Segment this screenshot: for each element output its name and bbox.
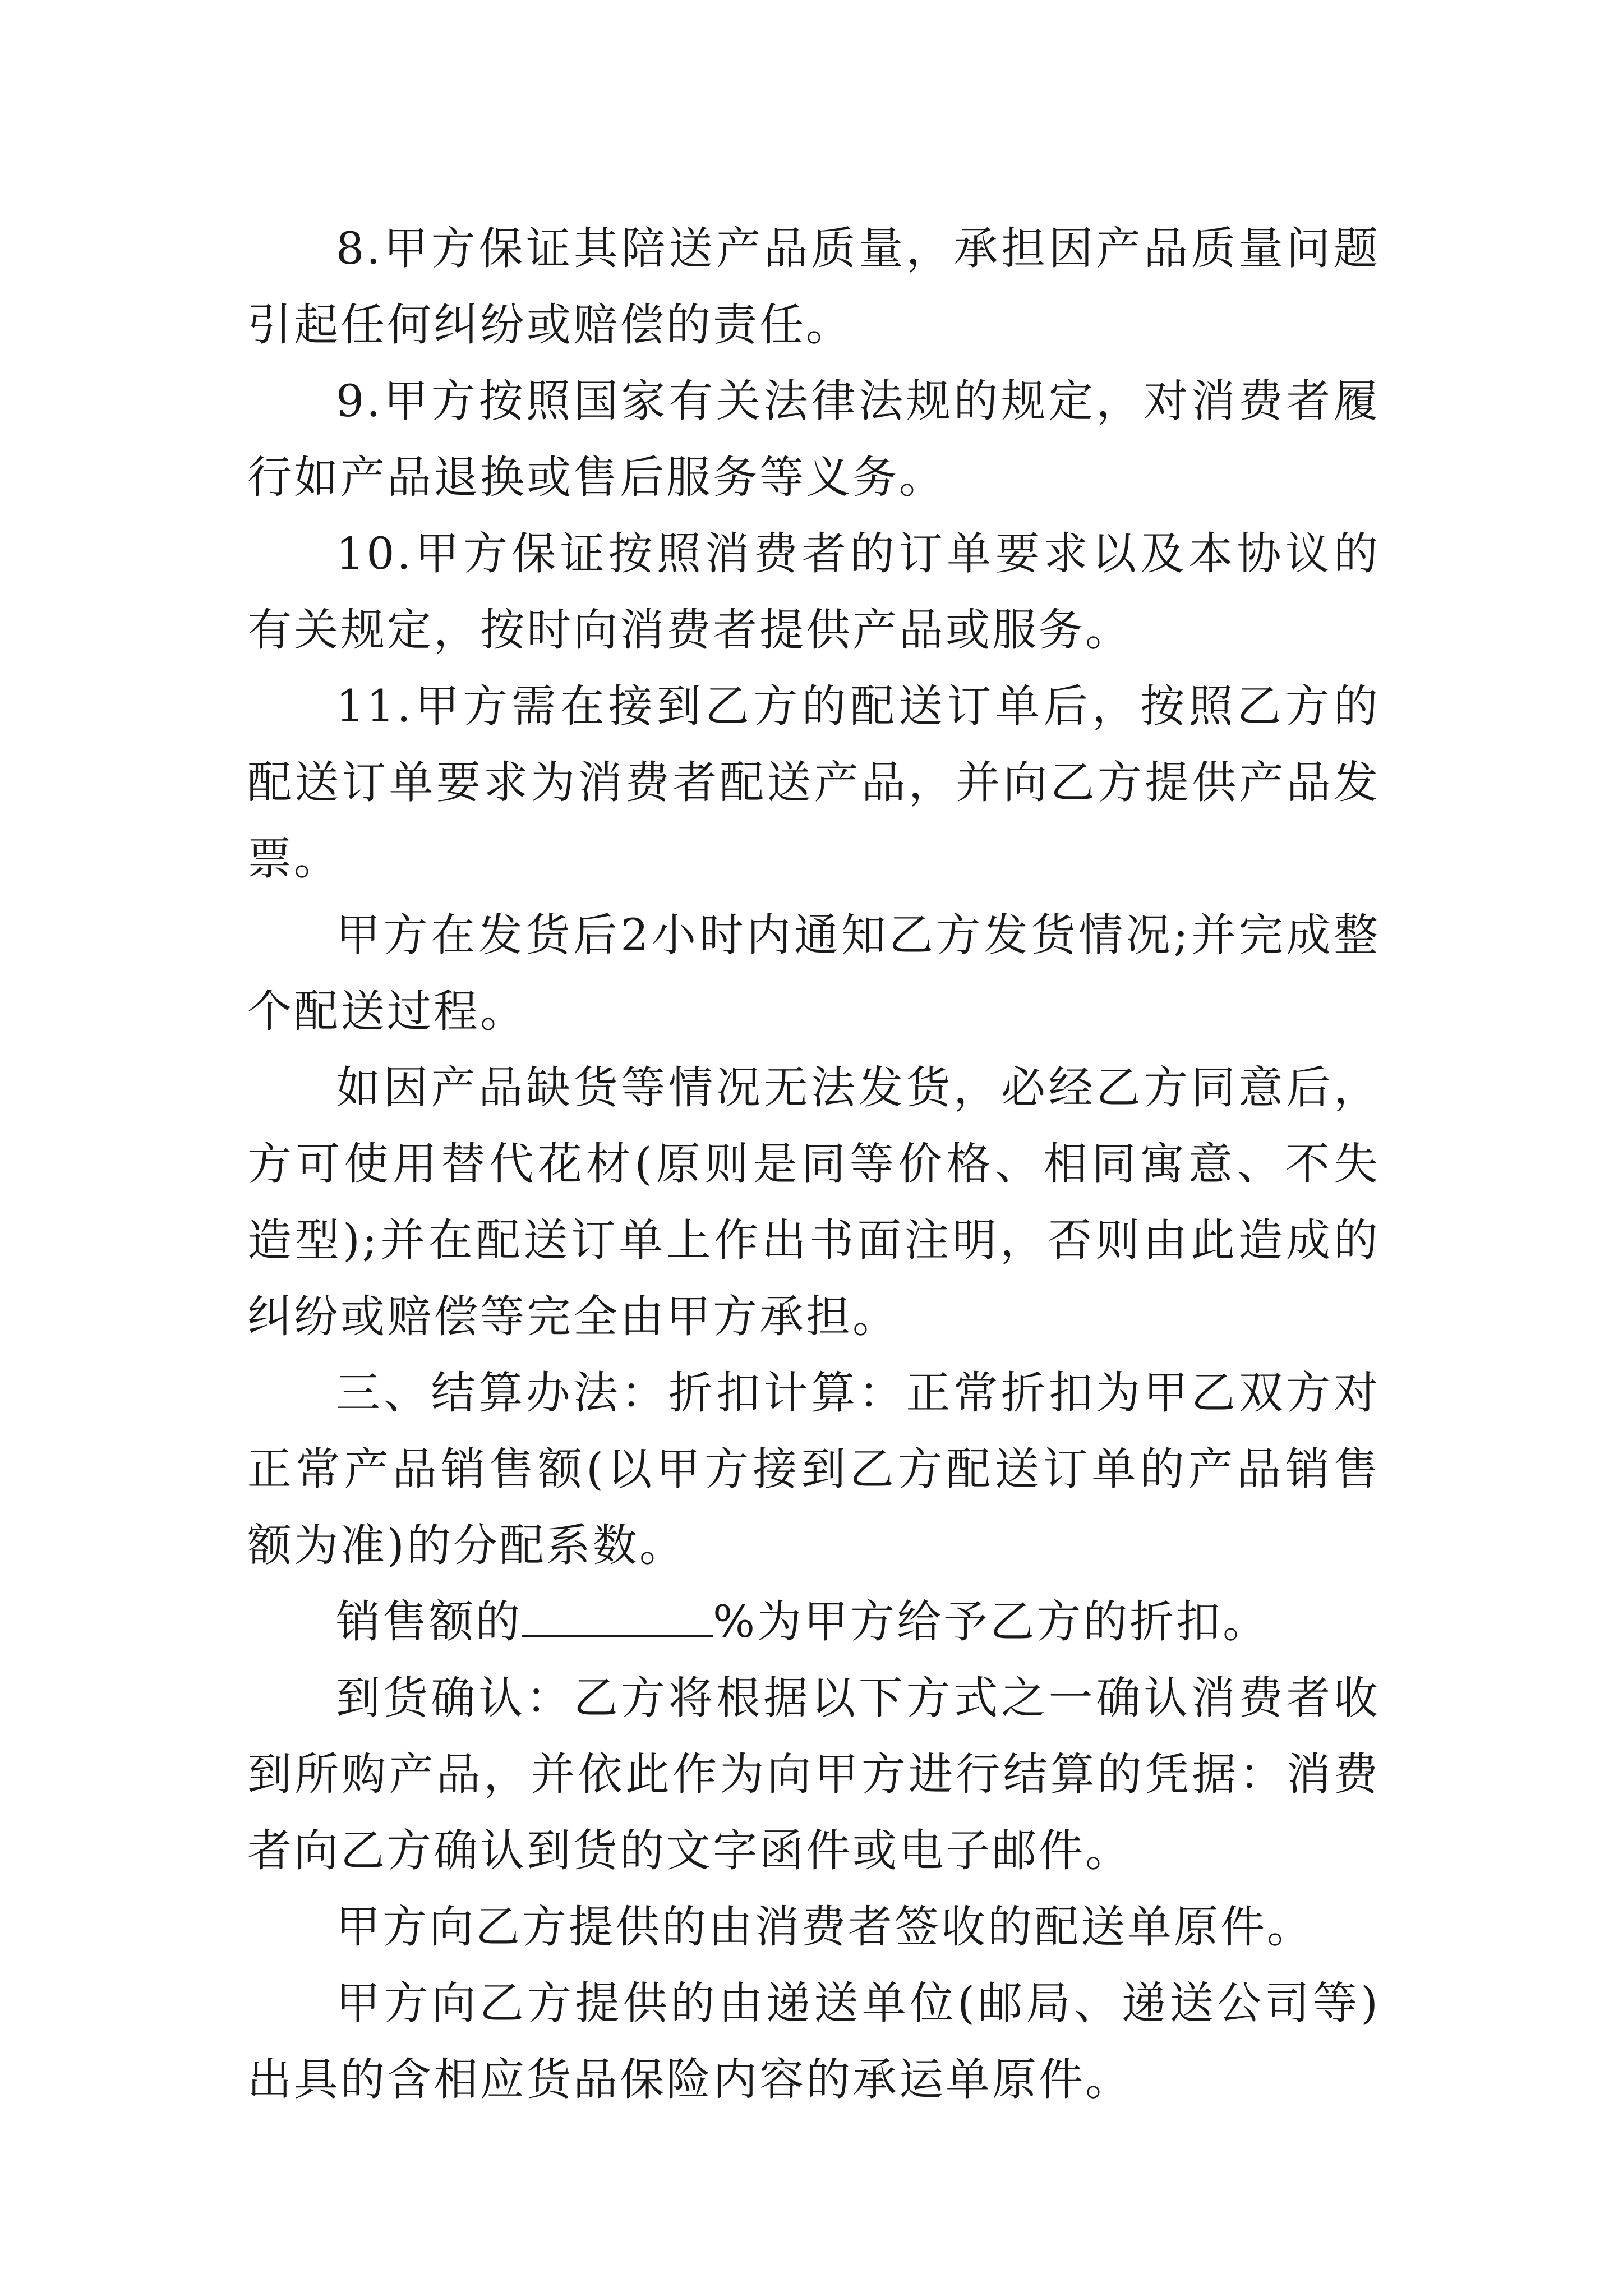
substitution-paragraph: 如因产品缺货等情况无法发货，必经乙方同意后，方可使用替代花材(原则是同等价格、相同寓意、不失造型);并在配送订单上作出书面注明，否则由此造成的纠纷或赔偿等完全由甲方承担。	[247, 1062, 1380, 1342]
discount-line-prefix: 销售额的	[336, 1596, 522, 1648]
discount-blank-field	[522, 1596, 713, 1637]
clause-11: 11.甲方需在接到乙方的配送订单后，按照乙方的配送订单要求为消费者配送产品，并向乙方提供产品发票。	[247, 680, 1380, 885]
clause-10: 10.甲方保证按照消费者的订单要求以及本协议的有关规定，按时向消费者提供产品或服务。	[247, 528, 1380, 656]
signed-delivery-note-paragraph: 甲方向乙方提供的由消费者签收的配送单原件。	[336, 1901, 1313, 1953]
clause-8: 8.甲方保证其陪送产品质量，承担因产品质量问题引起任何纠纷或赔偿的责任。	[247, 223, 1380, 351]
document-body	[247, 210, 1380, 2118]
discount-line-suffix: %为甲方给予乙方的折扣。	[713, 1596, 1270, 1648]
discount-line	[247, 1584, 1380, 1660]
delivery-confirmation-paragraph: 到货确认：乙方将根据以下方式之一确认消费者收到所购产品，并依此作为向甲方进行结算的凭据：消费者向乙方确认到货的文字函件或电子邮件。	[247, 1672, 1380, 1876]
carrier-waybill-paragraph: 甲方向乙方提供的由递送单位(邮局、递送公司等)出具的含相应货品保险内容的承运单原件。	[247, 1977, 1380, 2105]
settlement-paragraph: 三、结算办法：折扣计算：正常折扣为甲乙双方对正常产品销售额(以甲方接到乙方配送订单的产品销售额为准)的分配系数。	[247, 1367, 1380, 1571]
shipping-notice-paragraph: 甲方在发货后2小时内通知乙方发货情况;并完成整个配送过程。	[247, 909, 1380, 1037]
clause-9: 9.甲方按照国家有关法律法规的规定，对消费者履行如产品退换或售后服务等义务。	[247, 375, 1380, 503]
